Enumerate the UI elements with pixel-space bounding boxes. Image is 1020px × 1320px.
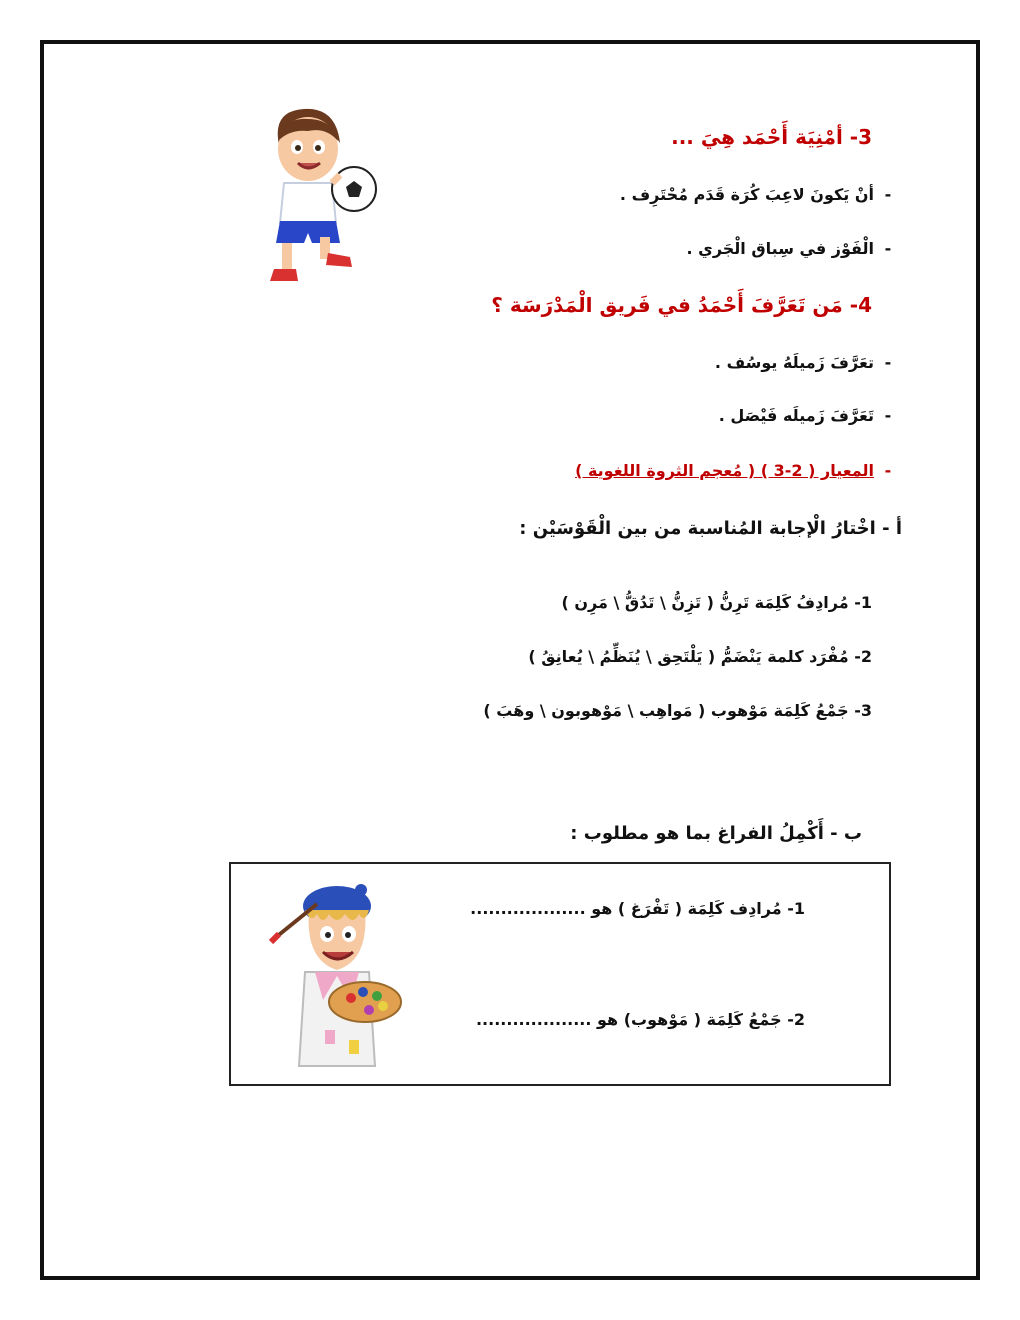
question-4-heading: 4- مَن تَعَرَّفَ أَحْمَدُ في فَريق الْمَدْرَسَة ؟ [491, 293, 872, 317]
section-a-item-3: 3- جَمْعُ كَلِمَة مَوْهوب ( مَواهِب \ مَوْهوبون \ وهَبَ ) [483, 701, 872, 720]
painter-boy-illustration [265, 880, 405, 1076]
section-b-item-2: 2- جَمْعُ كَلِمَة ( مَوْهوب) هو ................... [475, 1010, 805, 1029]
option-text: تَعَرَّفَ زَميلَه فَيْصَل . [718, 406, 874, 425]
question-3-option-1 [620, 185, 902, 204]
question-3-option-2 [687, 239, 903, 258]
boy-football-illustration [248, 105, 383, 290]
bullet: - [884, 185, 892, 204]
section-a-item-2: 2- مُفْرَد كلمة يَنْضَمُّ ( يَلْتَحِق \ يُنَظِّمُ \ يُعانِقُ ) [528, 647, 872, 666]
section-b-title: ب - أَكْمِلُ الفراغ بما هو مطلوب : [570, 823, 862, 844]
question-4-option-1 [715, 353, 902, 372]
standard-line [575, 461, 902, 480]
standard-label: المعيار ( 2-3 ) ( مُعجم الثروة اللغوية ) [575, 461, 874, 480]
option-text: الْفَوْز في سِباق الْجَري . [686, 239, 874, 258]
section-a-title: أ - اخْتارُ الْإجابة المُناسبة من بين الْقَوْسَيْن : [519, 518, 902, 539]
bullet: - [884, 461, 892, 480]
question-4-option-2 [719, 406, 902, 425]
bullet: - [884, 406, 892, 425]
option-text: تعَرَّفَ زَميلَهُ يوسُف . [714, 353, 874, 372]
section-b-item-1: 1- مُرادِف كَلِمَة ( تَفْرَغ ) هو ................... [470, 899, 805, 918]
section-a-item-1: 1- مُرادِفُ كَلِمَة تَرِنُّ ( تَزِنُّ \ تَدُقُّ \ مَرِن ) [561, 593, 872, 612]
fill-in-box [229, 862, 891, 1086]
bullet: - [884, 353, 892, 372]
bullet: - [884, 239, 892, 258]
question-3-heading: 3- أمْنِيَة أَحْمَد هِيَ ... [671, 125, 872, 149]
option-text: أنْ يَكونَ لاعِبَ كُرَة قَدَم مُحْتَرِف . [619, 185, 874, 204]
